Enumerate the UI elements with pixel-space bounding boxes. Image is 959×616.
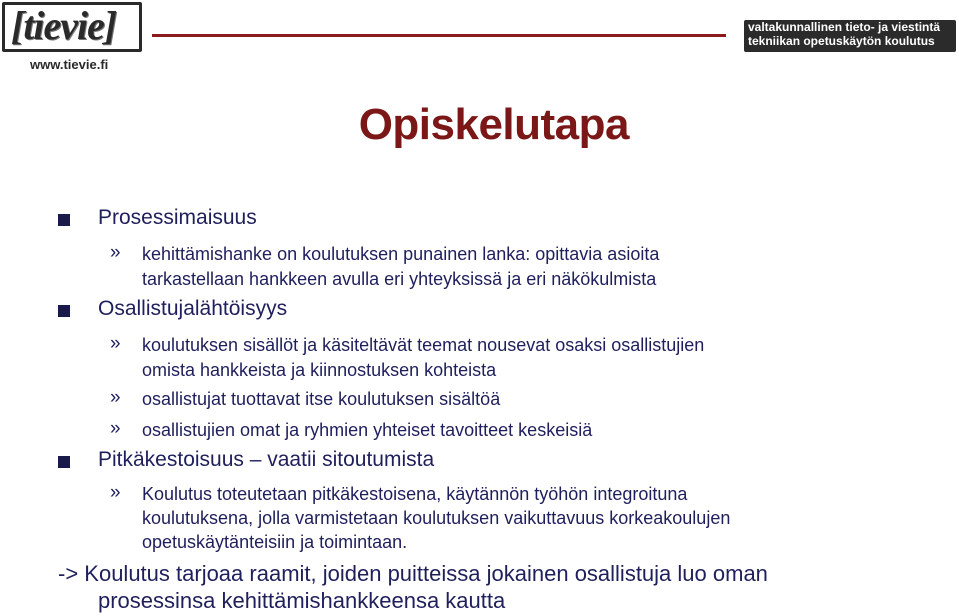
- tievie-logo-text: [tievie]: [2, 2, 142, 52]
- sub-bullet-icon: »: [110, 333, 121, 354]
- tievie-logo-url: www.tievie.fi: [30, 57, 109, 72]
- list-item-line: kehittämishanke on koulutuksen punainen lanka: opittavia asioita: [142, 244, 660, 264]
- list-item-line: koulutuksen sisällöt ja käsiteltävät teemat nousevat osaksi osallistujien: [142, 335, 705, 355]
- program-logo-line2: tekniikan opetuskäytön koulutus: [748, 34, 935, 48]
- list-item-line: omista hankkeista ja kiinnostuksen kohteista: [142, 360, 497, 380]
- tievie-logo: [2, 2, 152, 74]
- bullet-square-icon: [58, 214, 70, 226]
- sub-bullet-icon: »: [110, 387, 121, 408]
- list-item-line: Koulutus toteutetaan pitkäkestoisena, käytännön työhön integroituna: [142, 484, 688, 504]
- sub-bullet-icon: »: [110, 418, 121, 439]
- program-logo: [744, 20, 956, 52]
- list-item-line: tarkastellaan hankkeen avulla eri yhteyksissä ja eri näkökulmista: [142, 269, 657, 289]
- header-divider: [152, 34, 726, 37]
- list-item-line: koulutuksena, jolla varmistetaan koulutuksen vaikuttavuus korkeakoulujen: [142, 508, 731, 528]
- sub-bullet-icon: »: [110, 482, 121, 503]
- conclusion-line: -> Koulutus tarjoaa raamit, joiden puitteissa jokainen osallistuja luo oman: [58, 561, 768, 586]
- list-item-line: opetuskäytänteisiin ja toimintaan.: [142, 532, 408, 552]
- sub-bullet-icon: »: [110, 242, 121, 263]
- conclusion-line: prosessinsa kehittämishankkeensa kautta: [98, 588, 506, 613]
- section-heading: Osallistujalähtöisyys: [98, 297, 288, 320]
- list-item-line: osallistujien omat ja ryhmien yhteiset tavoitteet keskeisiä: [142, 420, 593, 440]
- section-heading: Pitkäkestoisuus – vaatii sitoutumista: [98, 448, 435, 471]
- list-item-line: osallistujat tuottavat itse koulutuksen sisältöä: [142, 389, 501, 409]
- program-logo-line1: valtakunnallinen tieto- ja viestintä: [748, 20, 941, 34]
- section-heading: Prosessimaisuus: [98, 206, 257, 229]
- bullet-square-icon: [58, 456, 70, 468]
- slide-title: [0, 100, 959, 150]
- bullet-square-icon: [58, 305, 70, 317]
- slide-title-text: Opiskelutapa: [358, 100, 629, 149]
